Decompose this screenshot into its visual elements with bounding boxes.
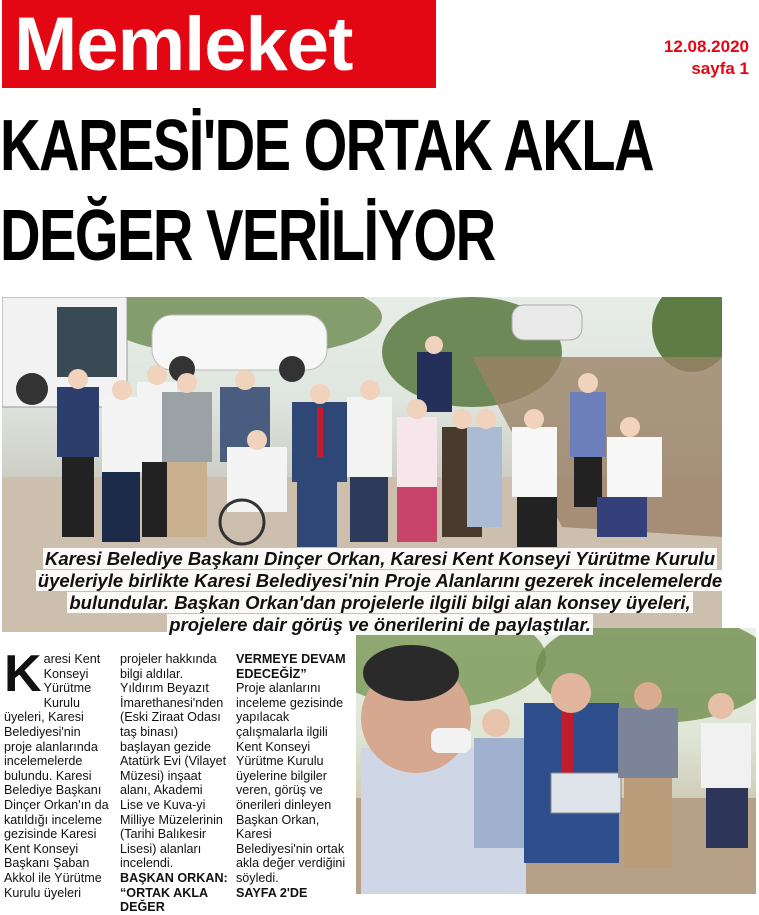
page-number: sayfa 1 <box>691 59 749 78</box>
article-column-1 <box>4 645 110 900</box>
article-column-2 <box>120 652 228 915</box>
secondary-photo <box>356 628 756 894</box>
caption-line-3: bulundular. Başkan Orkan'dan projelerle ilgili bilgi alan konsey üyeleri, <box>69 592 691 613</box>
caption-line-2: üyeleriyle birlikte Karesi Belediyesi'nin Proje Alanlarını gezerek incelemelerde <box>37 570 723 591</box>
photo-caption <box>4 548 756 636</box>
caption-line-4: projelere dair görüş ve önerilerini de paylaştılar. <box>169 614 591 635</box>
column-2-text: projeler hakkında bilgi aldılar. Yıldırım Beyazıt İmarethanesi'nden (Eski Ziraat Odası taş binası) başlayan gezide Atatürk Evi (Vilayet Müzesi) inşaat alanı, Akademi Lise ve Kuva-yi Milliye Müzelerinin (Tarihi Balıkesir Lisesi) alanları incelendi. <box>120 652 227 871</box>
masthead-title: Memleket <box>14 2 353 87</box>
column-3-text: Proje alanlarını inceleme gezisinde yapılacak çalışmalarla ilgili Kent Konseyi Yürütme Kurulu üyelerine bilgiler veren, görüş ve önerileri dinleyen Başkan Orkan, Karesi Belediyesi'nin ortak akla değer verdiğini söyledi. <box>236 681 346 885</box>
column-3-subhead: VERMEYE DEVAM EDECEĞİZ” <box>236 652 346 681</box>
headline-line-2: DEĞER VERİLİYOR <box>0 196 495 276</box>
issue-date: 12.08.2020 <box>663 37 749 56</box>
secondary-photo-illustration <box>356 628 756 894</box>
drop-cap: K <box>4 645 42 703</box>
continued-on-page: SAYFA 2'DE <box>236 885 308 900</box>
dateline <box>664 36 749 80</box>
masthead-logo <box>2 0 436 88</box>
article-column-3 <box>236 652 346 900</box>
caption-line-1: Karesi Belediye Başkanı Dinçer Orkan, Karesi Kent Konseyi Yürütme Kurulu <box>44 548 715 569</box>
headline-line-1: KARESİ'DE ORTAK AKLA <box>0 106 653 186</box>
column-2-subhead: BAŞKAN ORKAN: “ORTAK AKLA DEĞER <box>120 870 228 915</box>
column-1-text: aresi Kent Konseyi Yürütme Kurulu üyeleri, Karesi Belediyesi'nin proje alanlarında incelemelerde bulundu. Karesi Belediye Başkanı Dinçer Orkan'ın da katıldığı inceleme gezisinde Karesi Kent Konseyi Başkanı Şaban Akkol ile Yürütme Kurulu üyeleri <box>4 652 109 900</box>
